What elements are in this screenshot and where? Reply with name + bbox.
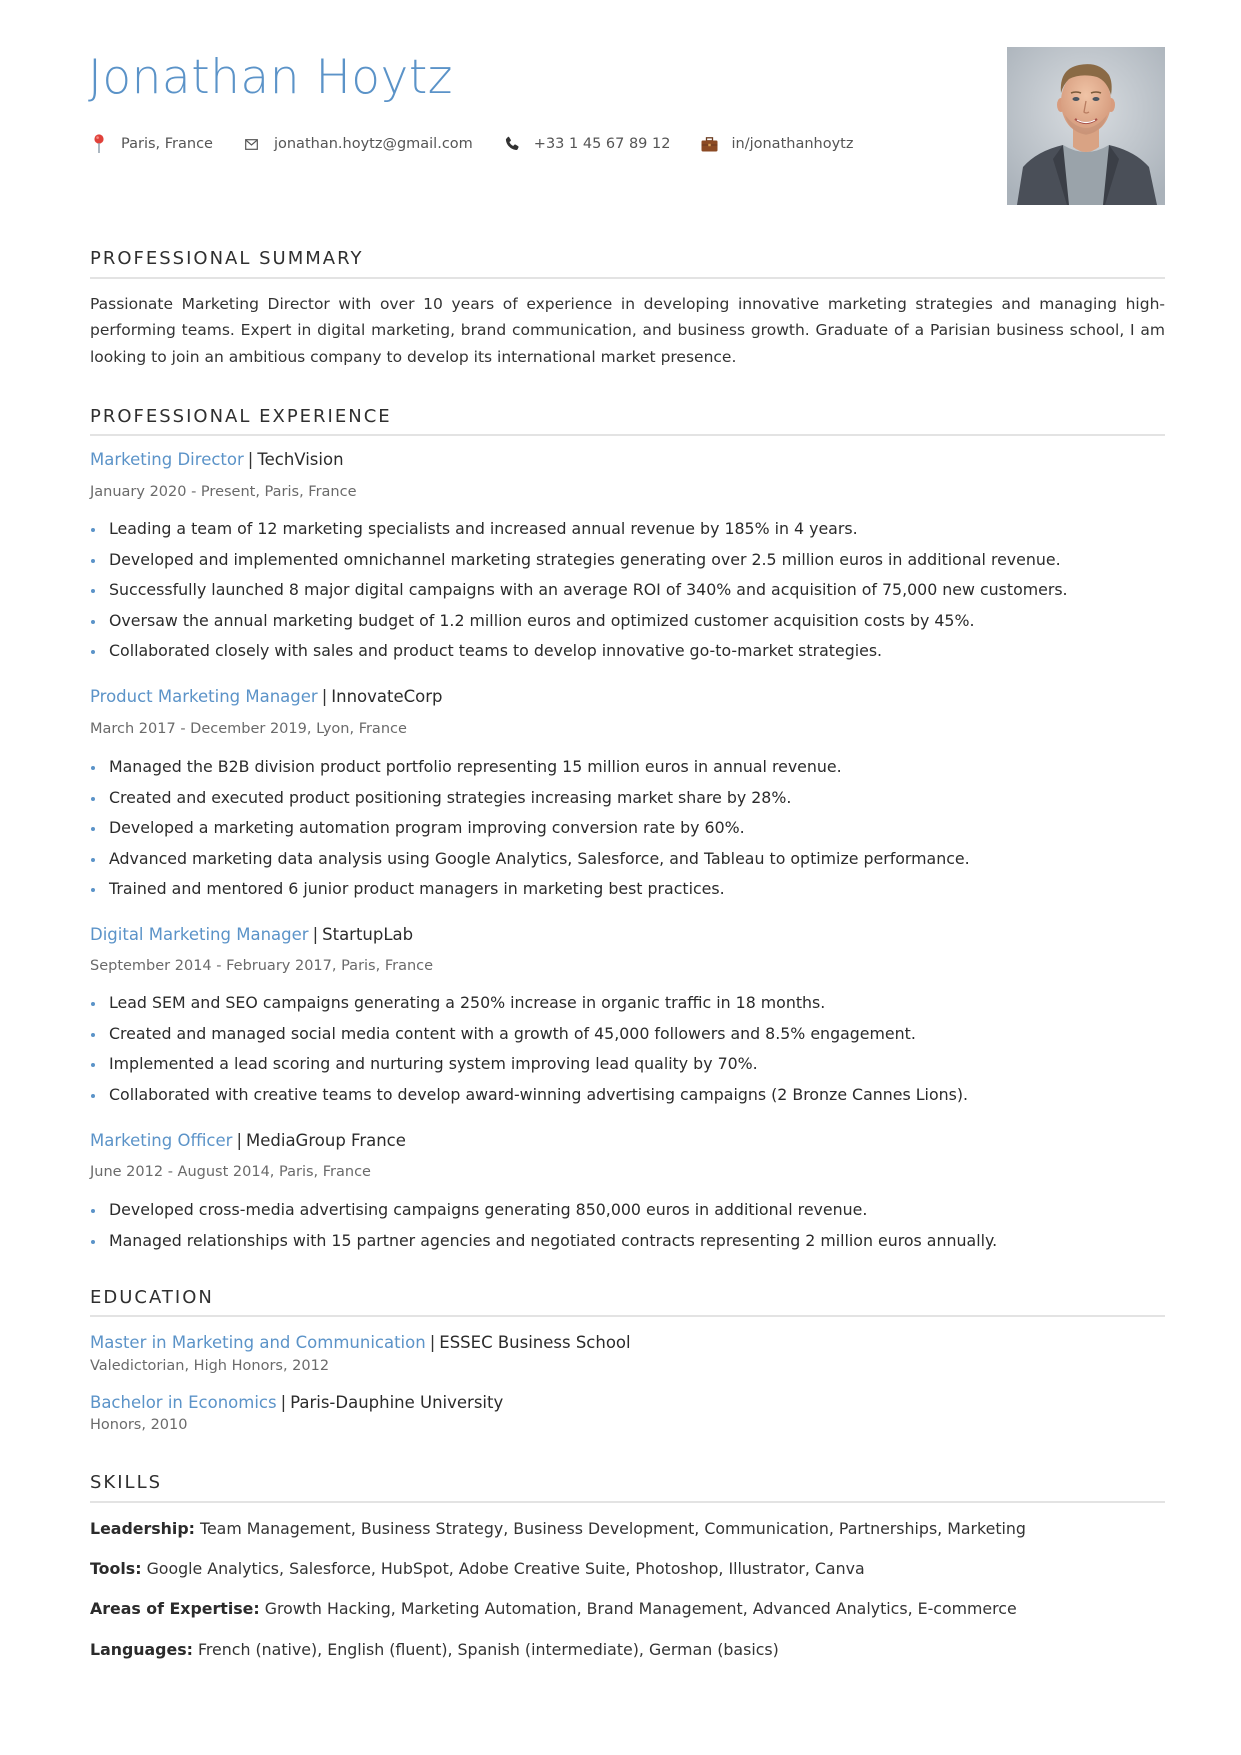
skill-value: Growth Hacking, Marketing Automation, Brand Management, Advanced Analytics, E-commerce — [264, 1599, 1017, 1618]
portrait-illustration — [1007, 47, 1165, 205]
job-dates-location: January 2020 - Present, Paris, France — [90, 484, 357, 500]
phone-icon — [503, 135, 521, 153]
list-item: Collaborated closely with sales and product teams to develop innovative go-to-market strategies. — [90, 636, 1068, 667]
skill-label: Languages: — [90, 1640, 193, 1659]
education-honors: Valedictorian, High Honors, 2012 — [90, 1358, 330, 1374]
job-dates-location: March 2017 - December 2019, Lyon, France — [90, 721, 407, 737]
contact-linkedin[interactable] — [700, 135, 853, 153]
job-role: Marketing Officer — [90, 1131, 233, 1150]
linkedin-link[interactable]: in/jonathanhoytz — [731, 136, 854, 152]
skill-value: French (native), English (fluent), Spanish (intermediate), German (basics) — [197, 1640, 779, 1659]
section-divider — [90, 1501, 1165, 1503]
job-company: StartupLab — [322, 925, 414, 944]
school-name: ESSEC Business School — [439, 1333, 631, 1352]
job-dates-location: September 2014 - February 2017, Paris, France — [90, 958, 434, 974]
list-item: Advanced marketing data analysis using Google Analytics, Salesforce, and Tableau to optimize performance. — [90, 844, 970, 875]
skill-value: Google Analytics, Salesforce, HubSpot, Adobe Creative Suite, Photoshop, Illustrator, Canva — [146, 1559, 865, 1578]
skill-row — [90, 1559, 865, 1578]
separator: | — [312, 925, 319, 944]
degree-name: Bachelor in Economics — [90, 1393, 277, 1412]
education-entry-title — [90, 1333, 631, 1352]
summary-text: Passionate Marketing Director with over 10 years of experience in developing innovative marketing strategies and managing high-performing teams. Expert in digital marketing, brand communication, and business growth. Graduate of a Parisian business school, I am looking to join an ambitious company to develop its international market presence. — [90, 295, 1165, 366]
list-item: Successfully launched 8 major digital campaigns with an average ROI of 340% and acquisition of 75,000 new customers. — [90, 575, 1068, 606]
job-achievements — [90, 752, 970, 905]
job-dates-location: June 2012 - August 2014, Paris, France — [90, 1164, 371, 1180]
summary-heading: PROFESSIONAL SUMMARY — [90, 248, 364, 269]
job-achievements — [90, 1195, 997, 1256]
job-title-line — [90, 687, 443, 706]
job-company: InnovateCorp — [331, 687, 443, 706]
list-item: Developed and implemented omnichannel marketing strategies generating over 2.5 million euros in additional revenue. — [90, 545, 1068, 576]
job-role: Marketing Director — [90, 450, 244, 469]
list-item: Leading a team of 12 marketing specialists and increased annual revenue by 185% in 4 years. — [90, 514, 1068, 545]
section-divider — [90, 1315, 1165, 1317]
separator: | — [429, 1333, 436, 1352]
list-item: Lead SEM and SEO campaigns generating a 250% increase in organic traffic in 18 months. — [90, 988, 968, 1019]
separator: | — [247, 450, 254, 469]
degree-name: Master in Marketing and Communication — [90, 1333, 426, 1352]
skill-row — [90, 1599, 1017, 1618]
skill-label: Areas of Expertise: — [90, 1599, 260, 1618]
contact-email[interactable] — [243, 135, 473, 153]
education-entry-title — [90, 1393, 503, 1412]
list-item: Oversaw the annual marketing budget of 1.2 million euros and optimized customer acquisition costs by 45%. — [90, 606, 1068, 637]
list-item: Managed the B2B division product portfolio representing 15 million euros in annual revenue. — [90, 752, 970, 783]
school-name: Paris-Dauphine University — [290, 1393, 504, 1412]
list-item: Created and managed social media content with a growth of 45,000 followers and 8.5% engagement. — [90, 1019, 968, 1050]
separator: | — [280, 1393, 287, 1412]
job-achievements — [90, 988, 968, 1110]
map-pin-icon — [90, 135, 108, 153]
contact-row — [90, 133, 883, 155]
job-title-line — [90, 1131, 406, 1150]
education-heading: EDUCATION — [90, 1287, 214, 1308]
section-divider — [90, 277, 1165, 279]
phone-text[interactable]: +33 1 45 67 89 12 — [533, 136, 671, 152]
separator: | — [236, 1131, 242, 1150]
job-achievements — [90, 514, 1068, 667]
education-honors: Honors, 2010 — [90, 1417, 188, 1433]
job-role: Digital Marketing Manager — [90, 925, 309, 944]
skill-label: Tools: — [90, 1559, 142, 1578]
contact-phone[interactable] — [503, 135, 671, 153]
list-item: Collaborated with creative teams to develop award-winning advertising campaigns (2 Bronze Cannes Lions). — [90, 1080, 968, 1111]
list-item: Managed relationships with 15 partner agencies and negotiated contracts representing 2 million euros annually. — [90, 1226, 997, 1257]
job-title-line — [90, 450, 344, 469]
list-item: Developed cross-media advertising campaigns generating 850,000 euros in additional revenue. — [90, 1195, 997, 1226]
list-item: Trained and mentored 6 junior product managers in marketing best practices. — [90, 874, 970, 905]
job-company: MediaGroup France — [246, 1131, 406, 1150]
email-link[interactable]: jonathan.hoytz@gmail.com — [273, 136, 473, 152]
list-item: Implemented a lead scoring and nurturing system improving lead quality by 70%. — [90, 1049, 968, 1080]
job-title-line — [90, 925, 413, 944]
list-item: Created and executed product positioning strategies increasing market share by 28%. — [90, 783, 970, 814]
skill-label: Leadership: — [90, 1519, 195, 1538]
job-role: Product Marketing Manager — [90, 687, 318, 706]
envelope-icon — [243, 135, 261, 153]
profile-photo — [1007, 47, 1165, 205]
list-item: Developed a marketing automation program improving conversion rate by 60%. — [90, 813, 970, 844]
experience-heading: PROFESSIONAL EXPERIENCE — [90, 406, 392, 427]
location-text: Paris, France — [121, 136, 213, 152]
section-divider — [90, 434, 1165, 436]
candidate-name: Jonathan Hoytz — [88, 50, 453, 105]
separator: | — [321, 687, 328, 706]
skills-heading: SKILLS — [90, 1472, 163, 1493]
skill-value: Team Management, Business Strategy, Business Development, Communication, Partnerships, Marketing — [199, 1519, 1026, 1538]
briefcase-icon — [700, 135, 718, 153]
skill-row — [90, 1519, 1026, 1538]
skill-row — [90, 1640, 779, 1659]
contact-location — [90, 135, 213, 153]
job-company: TechVision — [257, 450, 344, 469]
